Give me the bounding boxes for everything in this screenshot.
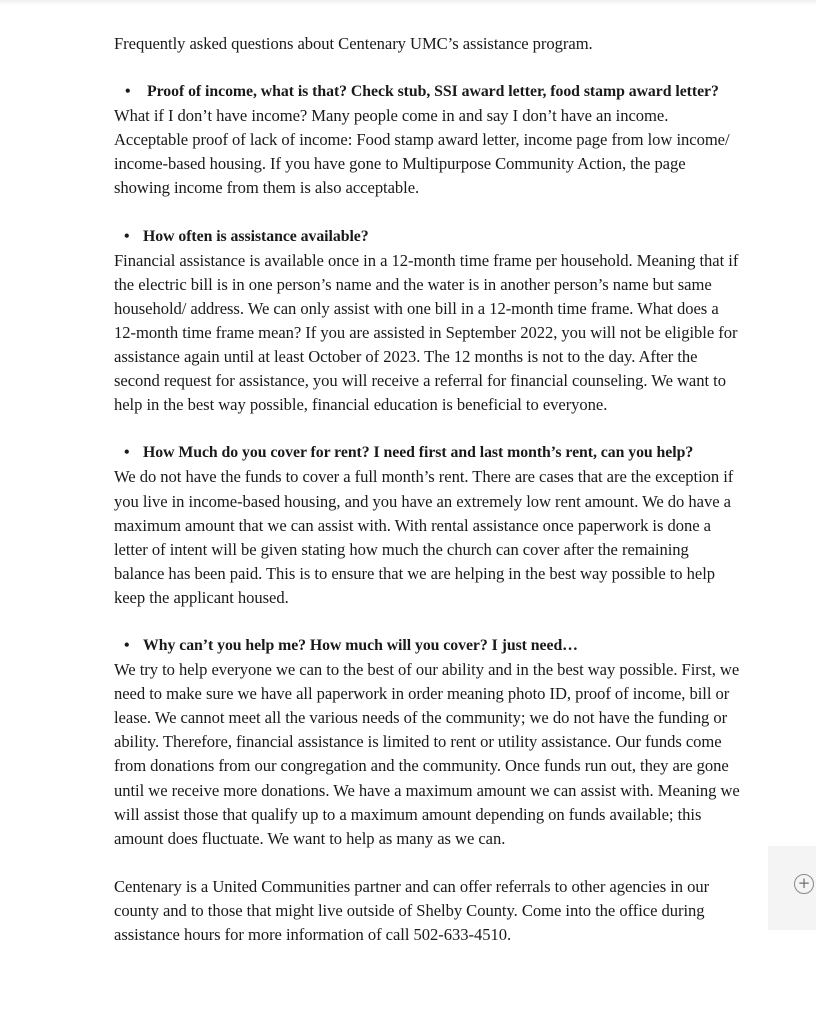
bullet-icon: • [124, 636, 130, 654]
faq-answer: Financial assistance is available once in a 12-month time frame per household. Meaning that if the electric bill is in one person’s name and the water is in another person’s name but same household/ address. We can only assist with one bill in a 12-month time frame. What does a 12-month time frame mean? If you are assisted in September 2022, you will not be eligible for assistance again until at least October of 2023. The 12 months is not to the day. After the second request for assistance, you will receive a referral for financial counseling. We want to help in the best way possible, financial education is beneficial to everyone. [114, 250, 739, 415]
faq-section-rent [114, 441, 742, 610]
faq-answer: We do not have the funds to cover a full month’s rent. There are cases that are the exception if you live in income-based housing, and you have an extremely low rent amount. We do have a maximum amount that we can assist with. With rental assistance once paperwork is done a letter of intent will be given stating how much the church can cover after the remaining balance has been paid. This is to ensure that we are helping in the best way possible to help keep the applicant housed. [114, 467, 734, 607]
faq-question: Why can’t you help me? How much will you cover? I just need… [143, 636, 578, 654]
faq-question: Proof of income, what is that? Check stub, SSI award letter, food stamp award letter? [147, 83, 719, 101]
intro-line: Frequently asked questions about Centenary UMC’s assistance program. [114, 34, 593, 53]
bullet-icon: • [125, 83, 131, 101]
faq-question: How often is assistance available? [143, 227, 369, 245]
plus-circle-icon[interactable]: + [794, 874, 814, 894]
faq-section-frequency [114, 225, 742, 418]
faq-heading [114, 441, 742, 465]
faq-section-proof-of-income [114, 80, 742, 200]
faq-section-limits [114, 634, 742, 851]
faq-heading [114, 634, 742, 658]
closing-paragraph: Centenary is a United Communities partner and can offer referrals to other agencies in our county and to those that might live outside of Shelby County. Come into the office during assistance hours for more information of call 502-633-4510. [114, 876, 710, 944]
faq-heading [114, 80, 742, 104]
faq-answer: We try to help everyone we can to the best of our ability and in the best way possible. First, we need to make sure we have all paperwork in order meaning photo ID, proof of income, bill or lease. We cannot meet all the various needs of the community; we do not have the funding or ability. Therefore, financial assistance is limited to rent or utility assistance. Our funds come from donations from our congregation and the community. Once funds run out, they are gone until we receive more donations. We have a maximum amount we can assist with. Meaning we will assist those that qualify up to a maximum amount depending on funds available; this amount does fluctuate. We want to help as many as we can. [114, 660, 740, 848]
faq-answer: What if I don’t have income? Many people come in and say I don’t have an income. Acceptable proof of lack of income: Food stamp award letter, income page from low income/ income-based housing. If you have gone to Multipurpose Community Action, the page showing income from them is also acceptable. [114, 106, 730, 198]
document-body [114, 32, 742, 947]
bullet-icon: • [124, 444, 130, 462]
bullet-icon: • [124, 227, 130, 245]
faq-question: How Much do you cover for rent? I need first and last month’s rent, can you help? [143, 444, 694, 462]
faq-heading [114, 225, 742, 249]
page-top-edge [0, 0, 816, 5]
